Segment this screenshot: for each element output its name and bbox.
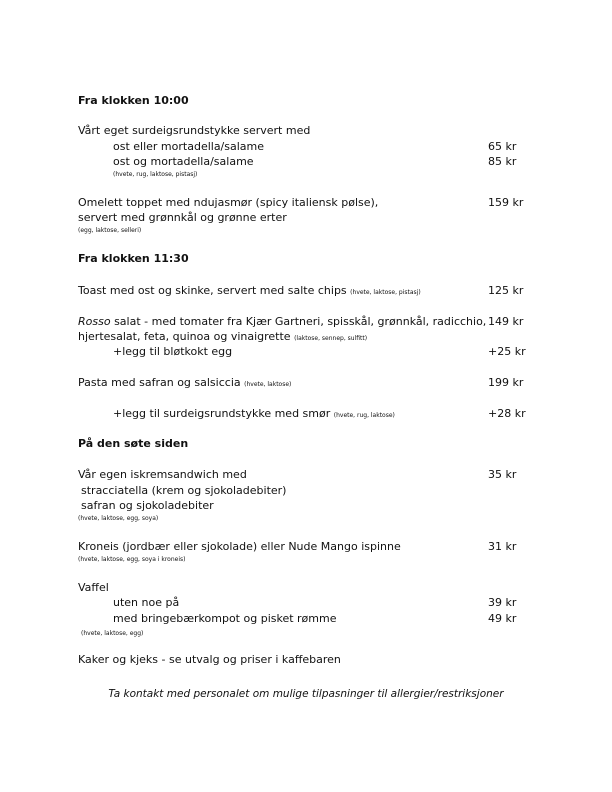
item-title — [78, 284, 421, 297]
item-text: hjertesalat, feta, quinoa og vinaigrette — [78, 330, 291, 343]
item-title: Vaffel — [78, 581, 109, 594]
item-title: Vårt eget surdeigsrundstykke servert med — [78, 124, 311, 137]
item-addon — [113, 407, 395, 420]
item-addon: +legg til bløtkokt egg — [113, 345, 233, 358]
item-title: Kroneis (jordbær eller sjokolade) eller Nude Mango ispinne — [78, 540, 401, 553]
section-title: Fra klokken 10:00 — [78, 94, 189, 107]
item-price: +25 kr — [488, 345, 526, 358]
item-option: ost og mortadella/salame — [113, 155, 254, 168]
item-price: 85 kr — [488, 155, 517, 168]
section-title: På den søte siden — [78, 437, 189, 450]
item-name: Rosso — [78, 315, 111, 328]
item-title-cont: servert med grønnkål og grønne erter — [78, 211, 287, 224]
item-text: +legg til surdeigsrundstykke med smør — [113, 407, 331, 420]
section-title: Fra klokken 11:30 — [78, 252, 189, 265]
item-text: Pasta med safran og salsiccia — [78, 376, 241, 389]
item-price: 49 kr — [488, 612, 517, 625]
item-price: 39 kr — [488, 596, 517, 609]
item-option: med bringebærkompot og pisket rømme — [113, 612, 337, 625]
allergen-note: (hvete, laktose, pistasj) — [350, 289, 421, 296]
allergen-note: (hvete, rug, laktose) — [333, 412, 395, 419]
item-title — [78, 376, 291, 389]
item-title-cont — [78, 330, 367, 343]
item-text: Toast med ost og skinke, servert med salte chips — [78, 284, 347, 297]
item-price: 31 kr — [488, 540, 517, 553]
item-price: 159 kr — [488, 196, 524, 209]
item-text: salat - med tomater fra Kjær Gartneri, spisskål, grønnkål, radicchio, — [110, 315, 487, 328]
item-option: uten noe på — [113, 596, 180, 609]
item-price: +28 kr — [488, 407, 526, 420]
allergen-note: (hvete, laktose, egg) — [81, 630, 144, 637]
item-price: 199 kr — [488, 376, 524, 389]
item-title: Omelett toppet med ndujasmør (spicy italiensk pølse), — [78, 196, 379, 209]
item-price: 35 kr — [488, 468, 517, 481]
allergen-note: (egg, laktose, selleri) — [78, 227, 142, 234]
footer-note: Ta kontakt med personalet om mulige tilpasninger til allergier/restriksjoner — [108, 688, 504, 700]
allergen-note: (hvete, rug, laktose, pistasj) — [113, 171, 198, 178]
item-price: 65 kr — [488, 140, 517, 153]
allergen-note: (hvete, laktose, egg, soya) — [78, 515, 159, 522]
item-price: 149 kr — [488, 315, 524, 328]
item-option: stracciatella (krem og sjokoladebiter) — [81, 484, 287, 497]
item-title: Kaker og kjeks - se utvalg og priser i kaffebaren — [78, 653, 341, 666]
item-title — [78, 315, 486, 328]
item-price: 125 kr — [488, 284, 524, 297]
item-title: Vår egen iskremsandwich med — [78, 468, 247, 481]
item-option: safran og sjokoladebiter — [81, 499, 214, 512]
allergen-note: (laktose, sennep, sulfitt) — [294, 335, 368, 342]
allergen-note: (hvete, laktose, egg, soya i kroneis) — [78, 556, 186, 563]
item-option: ost eller mortadella/salame — [113, 140, 265, 153]
allergen-note: (hvete, laktose) — [244, 381, 292, 388]
